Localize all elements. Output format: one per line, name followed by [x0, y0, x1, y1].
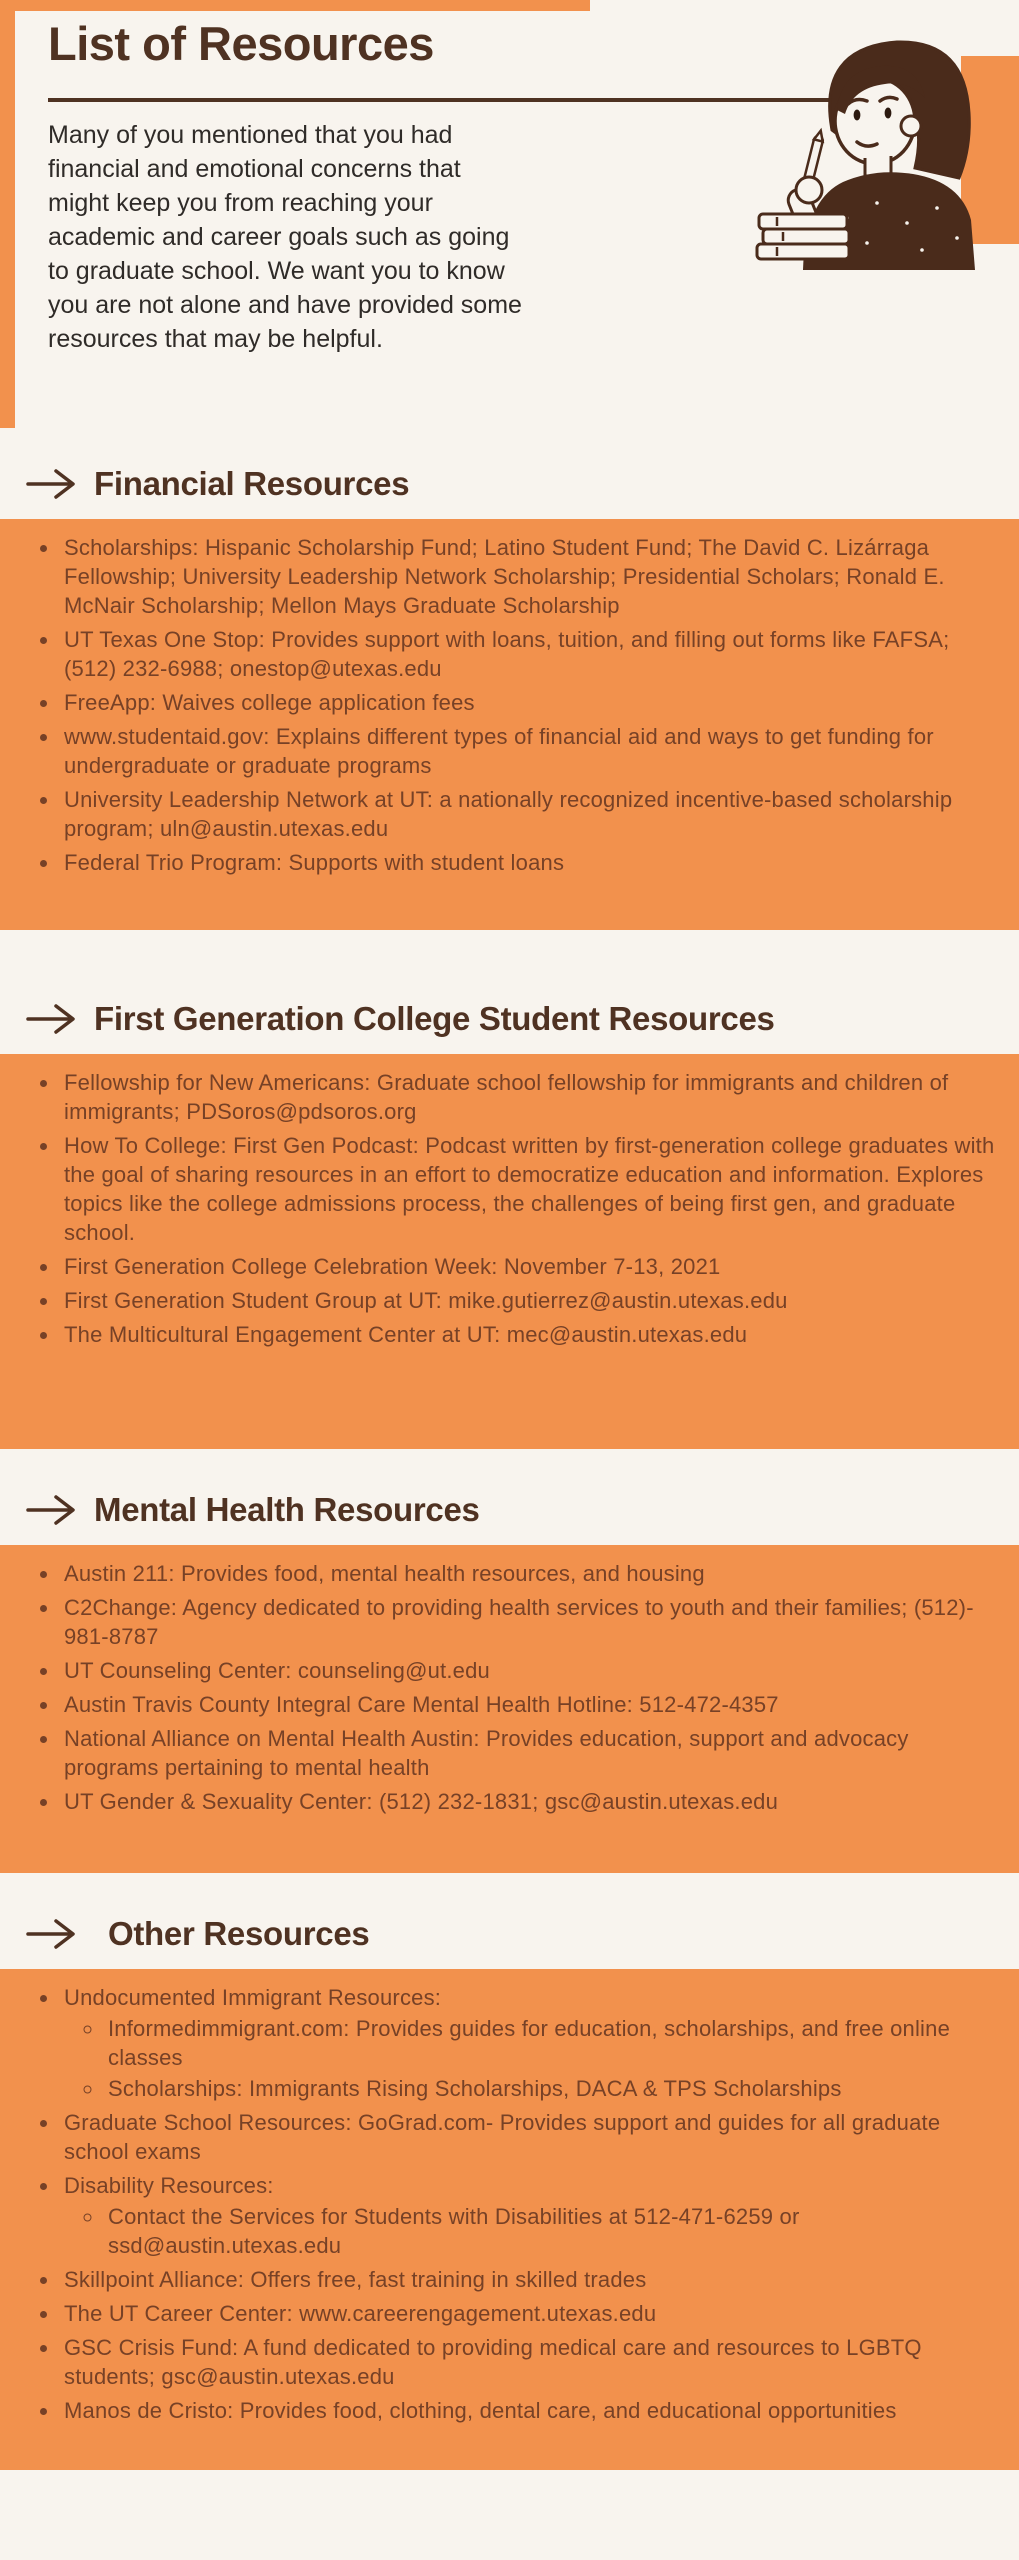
list-item: • Fellowship for New Americans: Graduate school fellowship for immigrants and children of immigrants; PDSoros@pdsoros.org	[60, 1068, 995, 1126]
list-item: • FreeApp: Waives college application fees	[60, 688, 995, 717]
section-title: Financial Resources	[94, 465, 410, 502]
section-heading-mental-health	[26, 1491, 1019, 1529]
eye-left	[854, 110, 861, 121]
list-item: • Manos de Cristo: Provides food, clothing, dental care, and educational opportunities	[60, 2396, 995, 2425]
person-writing-illustration	[747, 18, 1019, 270]
list-item: • Disability Resources: ◦ Contact the Services for Students with Disabilities at 512-471-6259 or ssd@austin.utexas.edu	[60, 2171, 995, 2260]
arrow-right-icon	[26, 1916, 80, 1952]
list-item: • UT Texas One Stop: Provides support with loans, tuition, and filling out forms like FAFSA; (512) 232-6988; onestop@utexas.edu	[60, 625, 995, 683]
resource-list	[36, 1983, 995, 2425]
resource-list	[36, 533, 995, 877]
header	[0, 0, 1019, 445]
section-heading-other	[26, 1915, 1019, 1953]
list-item: • National Alliance on Mental Health Austin: Provides education, support and advocacy programs pertaining to mental health	[60, 1724, 995, 1782]
list-item: • The Multicultural Engagement Center at UT: mec@austin.utexas.edu	[60, 1320, 995, 1349]
list-item: • UT Counseling Center: counseling@ut.edu	[60, 1656, 995, 1685]
resource-list	[36, 1559, 995, 1816]
list-item: • Austin Travis County Integral Care Mental Health Hotline: 512-472-4357	[60, 1690, 995, 1719]
list-item: • University Leadership Network at UT: a nationally recognized incentive-based scholarship program; uln@austin.utexas.edu	[60, 785, 995, 843]
list-item: • Scholarships: Hispanic Scholarship Fund; Latino Student Fund; The David C. Lizárraga Fellowship; University Leadership Network Scholarship; Presidential Scholars; Ronald E. McNair Scholarship; Mellon Mays Graduate Scholarship	[60, 533, 995, 620]
section-mental-health	[0, 1491, 1019, 1873]
sub-list	[64, 2014, 995, 2103]
person-illustration-svg	[747, 18, 1019, 270]
list-item: • Skillpoint Alliance: Offers free, fast training in skilled trades	[60, 2265, 995, 2294]
arrow-right-icon	[26, 1492, 80, 1528]
list-item: • Undocumented Immigrant Resources: ◦ Informedimmigrant.com: Provides guides for education, scholarships, and free online classes ◦ Scholarships: Immigrants Rising Scholarships, DACA & TPS Scholarships	[60, 1983, 995, 2103]
other-resources-box	[0, 1969, 1019, 2470]
section-heading-financial	[26, 465, 1019, 503]
section-title: First Generation College Student Resources	[94, 1000, 775, 1037]
accent-bar-top	[0, 0, 590, 11]
list-item: • First Generation College Celebration Week: November 7-13, 2021	[60, 1252, 995, 1281]
sub-list-item: ◦ Informedimmigrant.com: Provides guides for education, scholarships, and free online classes	[104, 2014, 995, 2072]
sub-list-item: ◦ Scholarships: Immigrants Rising Scholarships, DACA & TPS Scholarships	[104, 2074, 995, 2103]
list-item: • The UT Career Center: www.careerengagement.utexas.edu	[60, 2299, 995, 2328]
arrow-right-icon	[26, 466, 80, 502]
section-other	[0, 1915, 1019, 2470]
eye-right	[885, 108, 892, 119]
section-title: Other Resources	[108, 1915, 370, 1952]
intro-paragraph: Many of you mentioned that you had financial and emotional concerns that might keep you from reaching your academic and career goals such as going to graduate school. We want you to know you are not alone and have provided some resources that may be helpful.	[48, 121, 522, 353]
list-item: • C2Change: Agency dedicated to providing health services to youth and their families; (512)- 981-8787	[60, 1593, 995, 1651]
list-item: • How To College: First Gen Podcast: Podcast written by first-generation college graduates with the goal of sharing resources in an effort to democratize education and information. Explores topics like the college admissions process, the challenges of being first gen, and graduate school.	[60, 1131, 995, 1247]
firstgen-resources-box	[0, 1054, 1019, 1449]
resource-list	[36, 1068, 995, 1349]
sub-list-item: ◦ Contact the Services for Students with Disabilities at 512-471-6259 or ssd@austin.utexas.edu	[104, 2202, 995, 2260]
list-item: • www.studentaid.gov: Explains different types of financial aid and ways to get funding for undergraduate or graduate programs	[60, 722, 995, 780]
section-heading-firstgen	[26, 1000, 1019, 1038]
page-title: List of Resources	[48, 17, 434, 70]
financial-resources-box	[0, 519, 1019, 930]
list-item: • Graduate School Resources: GoGrad.com- Provides support and guides for all graduate school exams	[60, 2108, 995, 2166]
ear	[901, 116, 921, 136]
sub-list	[64, 2202, 995, 2260]
list-item: • UT Gender & Sexuality Center: (512) 232-1831; gsc@austin.utexas.edu	[60, 1787, 995, 1816]
list-item: • First Generation Student Group at UT: mike.gutierrez@austin.utexas.edu	[60, 1286, 995, 1315]
books	[757, 214, 849, 259]
section-firstgen	[0, 1000, 1019, 1449]
mental-health-resources-box	[0, 1545, 1019, 1873]
list-item: • Federal Trio Program: Supports with student loans	[60, 848, 995, 877]
section-financial	[0, 465, 1019, 930]
accent-bar-left	[0, 0, 15, 428]
list-item: • GSC Crisis Fund: A fund dedicated to providing medical care and resources to LGBTQ students; gsc@austin.utexas.edu	[60, 2333, 995, 2391]
section-title: Mental Health Resources	[94, 1491, 480, 1528]
list-item: • Austin 211: Provides food, mental health resources, and housing	[60, 1559, 995, 1588]
arrow-right-icon	[26, 1001, 80, 1037]
